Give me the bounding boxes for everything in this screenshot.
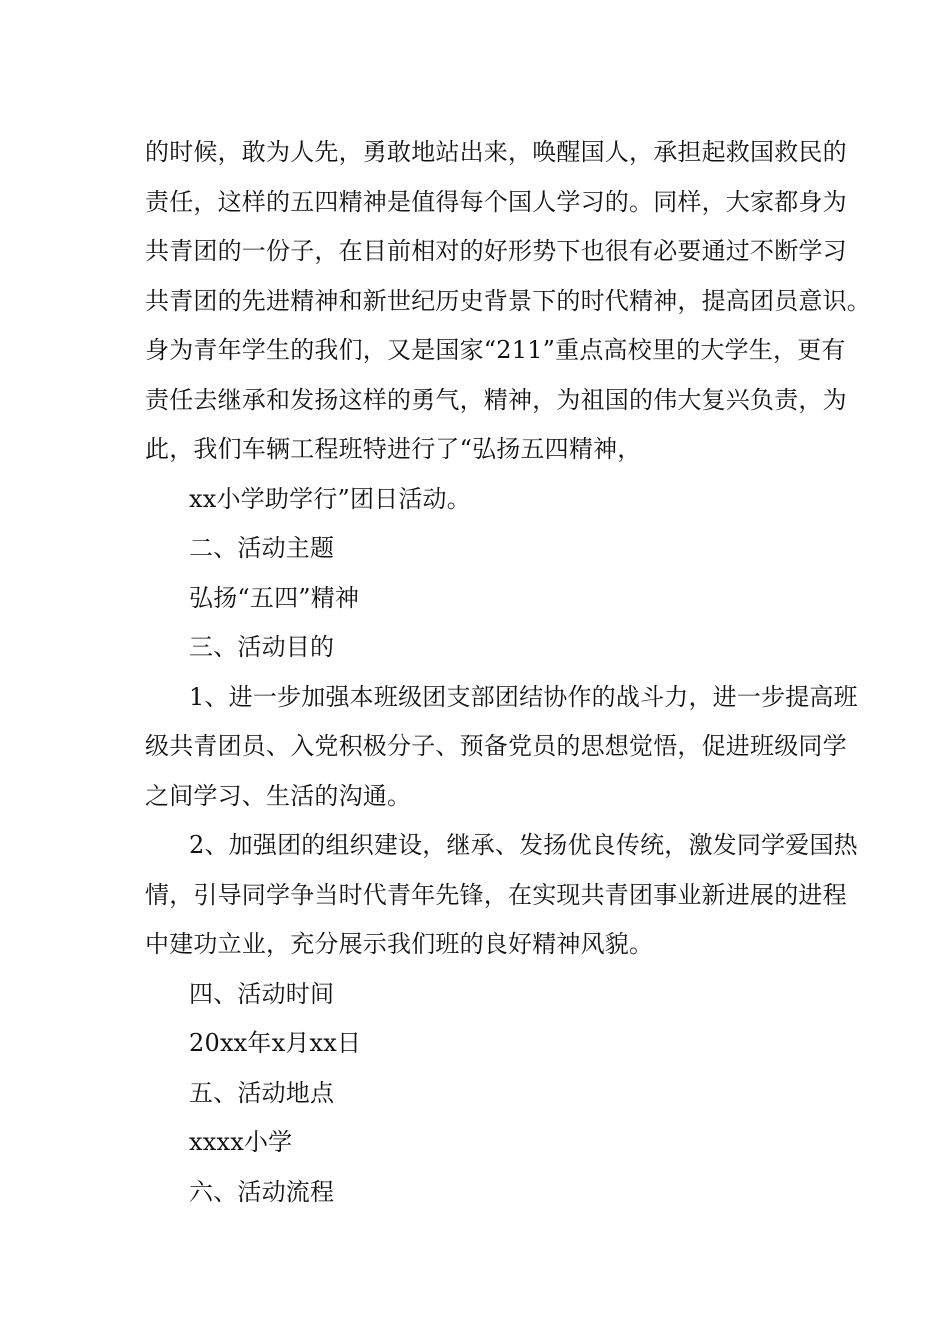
section-heading-purpose: 三、活动目的 (189, 633, 335, 661)
section-heading-time: 四、活动时间 (189, 979, 335, 1008)
text-line: 弘扬“五四”精神 (189, 583, 360, 612)
text-line: 的时候，敢为人先，勇敢地站出来，唤醒国人，承担起救国救民的 (145, 138, 847, 166)
text-line: 中建功立业，充分展示我们班的良好精神风貌。 (145, 930, 654, 958)
section-heading-theme: 二、活动主题 (189, 534, 335, 562)
section-heading-process: 六、活动流程 (189, 1177, 335, 1206)
section-heading-location: 五、活动地点 (189, 1078, 335, 1107)
document-body (145, 128, 871, 1217)
text-line: 共青团的先进精神和新世纪历史背景下的时代精神，提高团员意识。 (145, 286, 871, 315)
list-item-1: 1、进一步加强本班级团支部团结协作的战斗力，进一步提高班 (189, 682, 858, 711)
text-line: xx小学助学行”团日活动。 (189, 484, 471, 513)
activity-location: xxxx小学 (189, 1128, 293, 1156)
text-line: 此，我们车辆工程班特进行了“弘扬五四精神， (145, 435, 642, 463)
text-line: 责任去继承和发扬这样的勇气，精神，为祖国的伟大复兴负责，为 (145, 385, 847, 414)
text-line: 级共青团员、入党积极分子、预备党员的思想觉悟，促进班级同学 (145, 732, 847, 760)
text-line: 身为青年学生的我们，又是国家“211”重点高校里的大学生，更有 (145, 336, 846, 364)
text-line: 责任，这样的五四精神是值得每个国人学习的。同样，大家都身为 (145, 187, 847, 216)
text-line: 共青团的一份子，在目前相对的好形势下也很有必要通过不断学习 (145, 237, 847, 265)
text-line: 之间学习、生活的沟通。 (145, 781, 412, 810)
activity-date: 20xx年x月xx日 (189, 1029, 362, 1057)
text-line: 情，引导同学争当时代青年先锋，在实现共青团事业新进展的进程 (145, 880, 847, 909)
list-item-2: 2、加强团的组织建设，继承、发扬优良传统，激发同学爱国热 (189, 831, 858, 859)
